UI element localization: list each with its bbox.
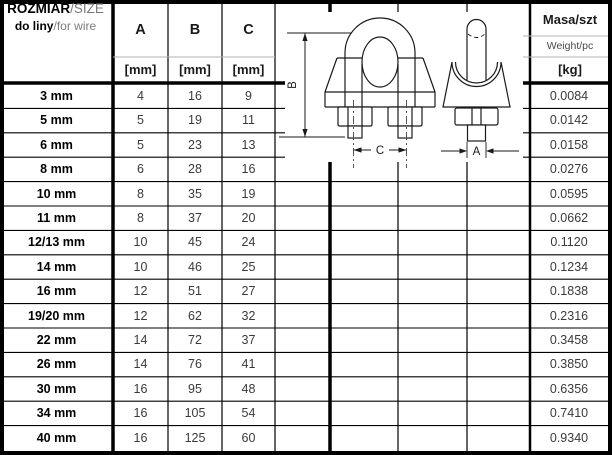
cell-b: 23 [188, 137, 202, 152]
cell-weight: 0.0142 [549, 113, 589, 128]
cell-a: 12 [133, 284, 148, 299]
cell-size: 3 mm [40, 89, 73, 103]
cell-size: 16 mm [36, 284, 77, 299]
cell-weight: 0.1234 [549, 259, 589, 274]
cell-a: 10 [133, 259, 148, 274]
cell-c: 25 [241, 259, 256, 274]
cell-weight: 0.0662 [549, 211, 589, 225]
table-row [0, 304, 612, 328]
cell-weight: 0.3458 [549, 333, 589, 347]
cell-a: 12 [133, 308, 148, 323]
table-row [0, 352, 612, 376]
cell-c: 41 [241, 357, 256, 372]
cell-b: 28 [188, 162, 202, 177]
cell-a: 8 [137, 186, 144, 201]
cell-b: 37 [188, 211, 202, 225]
cell-weight: 0.6356 [549, 381, 589, 396]
cell-size: 26 mm [36, 357, 77, 372]
cell-c: 37 [241, 333, 256, 347]
cell-a: 10 [133, 235, 148, 250]
cell-size: 6 mm [40, 137, 73, 152]
table-row [0, 377, 612, 401]
cell-weight: 0.0084 [549, 89, 589, 103]
table-row [0, 401, 612, 425]
cell-a: 14 [133, 357, 148, 372]
table-row [0, 133, 612, 157]
cell-weight: 0.0595 [549, 186, 589, 201]
cell-a: 6 [137, 162, 144, 177]
column-header-c: C [243, 22, 254, 38]
cell-a: 16 [133, 430, 148, 445]
cell-size: 12/13 mm [28, 235, 85, 250]
column-header-b: B [189, 22, 201, 38]
cell-c: 48 [241, 381, 256, 396]
cell-weight: 0.0158 [549, 137, 589, 152]
unit-label-mm-a: [mm] [124, 62, 157, 77]
cell-size: 40 mm [36, 430, 77, 445]
table-row [0, 84, 612, 108]
cell-c: 19 [241, 186, 256, 201]
cell-size: 30 mm [36, 381, 77, 396]
table-row [0, 426, 612, 450]
cell-a: 14 [133, 333, 148, 347]
mass-column-header: Masa/szt [542, 12, 598, 27]
size-subtitle-pl: do liny [14, 19, 54, 33]
cell-a: 8 [137, 211, 144, 225]
cell-weight: 0.2316 [549, 308, 589, 323]
cell-size: 14 mm [36, 259, 77, 274]
dim-label-c: C [375, 144, 385, 157]
cell-b: 125 [184, 430, 206, 445]
cell-weight: 0.1120 [550, 235, 588, 250]
cell-weight: 0.3850 [549, 357, 589, 372]
cell-a: 16 [133, 406, 148, 421]
cell-c: 60 [241, 430, 256, 445]
cell-weight: 0.0276 [549, 162, 589, 177]
cell-size: 34 mm [36, 406, 77, 421]
clip-eye-opening [362, 37, 398, 87]
cell-c: 27 [241, 284, 256, 299]
unit-label-kg: [kg] [558, 62, 582, 77]
dim-label-b: B [287, 81, 299, 89]
cell-size: 19/20 mm [28, 308, 85, 323]
table-row [0, 182, 612, 206]
table-row [0, 279, 612, 303]
cell-c: 13 [241, 137, 256, 152]
table-row [0, 108, 612, 132]
cell-b: 72 [188, 333, 202, 347]
size-subtitle-en: /for wire [53, 19, 97, 33]
cell-weight: 0.7410 [549, 406, 589, 421]
cell-c: 9 [245, 89, 252, 103]
table-row [0, 255, 612, 279]
cell-c: 20 [241, 211, 256, 225]
size-subtitle [0, 17, 111, 35]
cell-weight: 0.1838 [549, 284, 589, 299]
cell-c: 11 [242, 113, 255, 128]
cell-size: 10 mm [36, 186, 77, 201]
cell-weight: 0.9340 [549, 430, 589, 445]
table-row [0, 206, 612, 230]
cell-b: 105 [184, 406, 206, 421]
cell-c: 32 [241, 308, 256, 323]
cell-a: 5 [137, 137, 144, 152]
cell-b: 35 [188, 186, 202, 201]
cell-size: 11 mm [37, 211, 76, 225]
cell-a: 16 [133, 381, 148, 396]
size-title-en: /SIZE [70, 1, 104, 16]
cell-size: 8 mm [40, 162, 73, 177]
cell-b: 51 [188, 284, 202, 299]
cell-size: 22 mm [36, 333, 77, 347]
cell-b: 45 [188, 235, 202, 250]
cell-b: 62 [188, 308, 202, 323]
size-title-pl: ROZMIAR [7, 1, 71, 16]
unit-label-mm-c: [mm] [232, 62, 265, 77]
column-header-a: A [135, 22, 146, 38]
cell-c: 16 [241, 162, 256, 177]
cell-c: 54 [241, 406, 256, 421]
size-column-header [0, 0, 111, 44]
cell-b: 16 [188, 89, 202, 103]
cell-a: 4 [137, 89, 144, 103]
cell-b: 76 [188, 357, 202, 372]
cell-c: 24 [241, 235, 256, 250]
cell-a: 5 [137, 113, 144, 128]
table-row [0, 328, 612, 352]
cell-b: 46 [188, 259, 202, 274]
unit-label-mm-b: [mm] [179, 62, 211, 77]
cell-b: 95 [188, 381, 202, 396]
size-title [0, 0, 111, 17]
table-row [0, 157, 612, 181]
cell-size: 5 mm [40, 113, 73, 128]
dim-label-a: A [472, 146, 481, 158]
table-row [0, 230, 612, 254]
mass-column-subheader: Weight/pc [546, 40, 594, 52]
cell-b: 19 [188, 113, 202, 128]
